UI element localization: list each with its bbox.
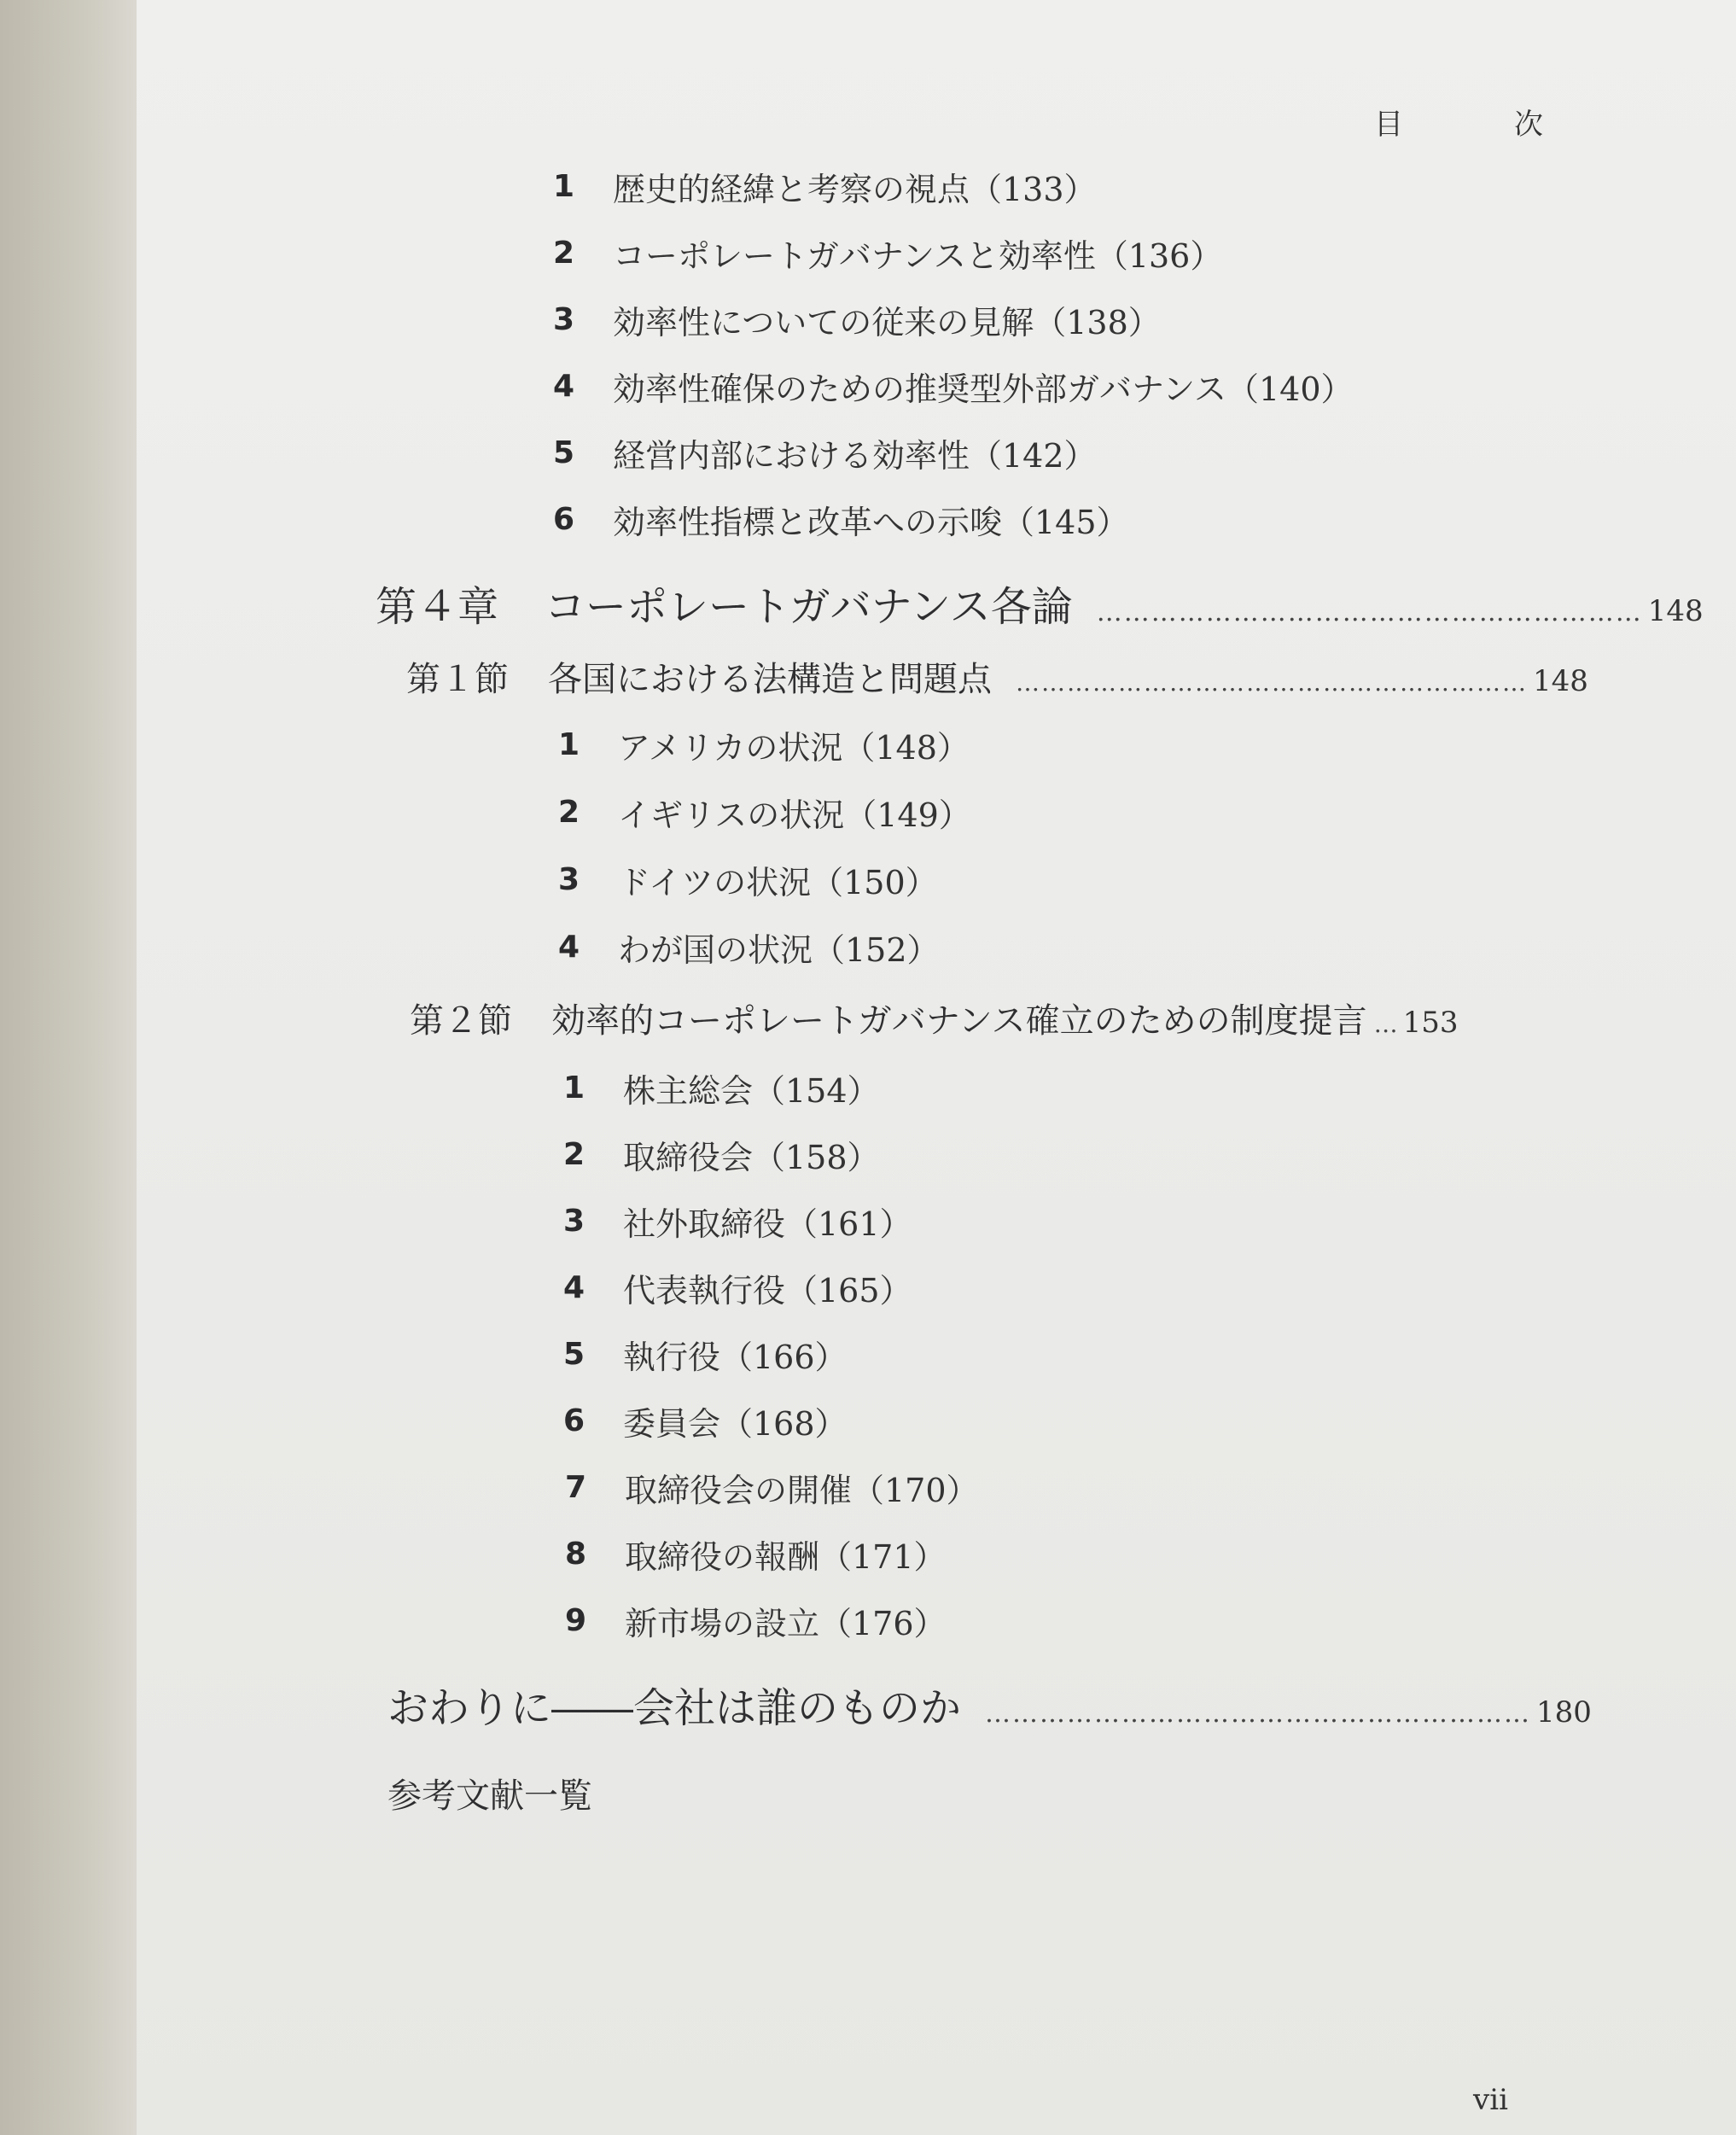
toc-item[interactable] [563,1398,848,1443]
dot-leader: …………………………………………………… [1096,598,1643,627]
item-number: 5 [563,1336,585,1372]
toc-item[interactable] [563,1132,880,1176]
chapter-label: 第４章 [376,583,499,631]
toc-item[interactable] [558,857,938,901]
item-title: 取締役会（158） [623,1138,880,1176]
item-title: わが国の状況（152） [618,930,940,969]
item-title: 取締役会の開催（170） [625,1471,979,1509]
toc-item[interactable] [553,430,1097,475]
item-title: 執行役（166） [623,1338,848,1376]
item-title: アメリカの状況（148） [618,728,970,767]
section-label: 第１節 [406,660,509,699]
item-title: 株主総会（154） [623,1071,880,1110]
chapter-title: コーポレートガバナンス各論 [545,583,1073,631]
item-number: 4 [553,368,575,404]
toc-item[interactable] [553,164,1097,208]
toc-item[interactable] [553,364,1354,408]
item-title: 経営内部における効率性（142） [613,436,1097,475]
dot-leader: …………………………………………………… [985,1699,1532,1729]
item-title: 社外取締役（161） [623,1205,912,1243]
toc-item[interactable] [563,1265,912,1310]
toc-item[interactable] [563,1332,848,1376]
toc-item[interactable] [563,1065,880,1110]
item-number: 8 [565,1536,587,1572]
item-number: 7 [565,1469,587,1505]
dot-leader: … [1373,1010,1400,1038]
item-number: 4 [558,929,580,965]
references-title: 参考文献一覧 [387,1776,592,1816]
section-title: 効率的コーポレートガバナンス確立のための制度提言 [551,1001,1367,1041]
item-number: 2 [558,794,580,830]
toc-item[interactable] [565,1598,947,1642]
item-number: 2 [563,1136,585,1172]
item-number: 9 [565,1602,587,1638]
item-number: 4 [563,1269,585,1305]
toc-item[interactable] [558,722,970,767]
item-title: 取締役の報酬（171） [625,1537,947,1576]
item-title: ドイツの状況（150） [618,863,938,901]
item-number: 3 [558,861,580,897]
running-head: 目 次 [1374,108,1584,142]
toc-item[interactable] [553,297,1161,341]
book-gutter-shadow [0,0,149,2135]
toc-item[interactable] [558,925,940,969]
item-number: 1 [558,726,580,762]
item-title: 委員会（168） [623,1404,848,1443]
item-number: 1 [553,168,575,204]
conclusion-title: おわりに――会社は誰のものか [387,1684,962,1732]
item-number: 3 [563,1203,585,1239]
item-number: 1 [563,1070,585,1105]
page-number: 148 [1533,664,1588,698]
item-number: 6 [553,501,575,537]
item-title: 効率性指標と改革への示唆（145） [613,503,1129,541]
page-number: 153 [1402,1006,1459,1040]
page-number: 180 [1536,1695,1592,1730]
toc-item[interactable] [565,1531,947,1576]
item-title: 効率性についての従来の見解（138） [613,303,1161,341]
item-title: 新市場の設立（176） [625,1604,947,1642]
conclusion-heading[interactable] [387,1675,1592,1734]
item-title: コーポレートガバナンスと効率性（136） [613,236,1223,275]
section-title: 各国における法構造と問題点 [548,660,992,699]
page-folio: vii [1473,2083,1508,2117]
item-title: イギリスの状況（149） [618,796,971,834]
item-number: 3 [553,301,575,337]
item-number: 5 [553,435,575,470]
toc-item[interactable] [553,497,1129,541]
chapter-heading[interactable] [376,574,1704,633]
item-title: 効率性確保のための推奨型外部ガバナンス（140） [613,370,1354,408]
references-entry[interactable] [387,1769,592,1817]
dot-leader: …………………………………………………… [1016,668,1528,697]
item-title: 歴史的経緯と考察の視点（133） [613,170,1097,208]
page-number: 148 [1647,594,1704,628]
section-heading[interactable] [406,652,1588,701]
toc-item[interactable] [563,1199,912,1243]
section-label: 第２節 [410,1001,512,1041]
item-number: 2 [553,235,575,271]
item-number: 6 [563,1403,585,1438]
toc-item[interactable] [558,790,971,834]
item-title: 代表執行役（165） [623,1271,912,1310]
section-heading[interactable] [410,994,1495,1042]
toc-item[interactable] [565,1465,979,1509]
toc-item[interactable] [553,230,1222,275]
